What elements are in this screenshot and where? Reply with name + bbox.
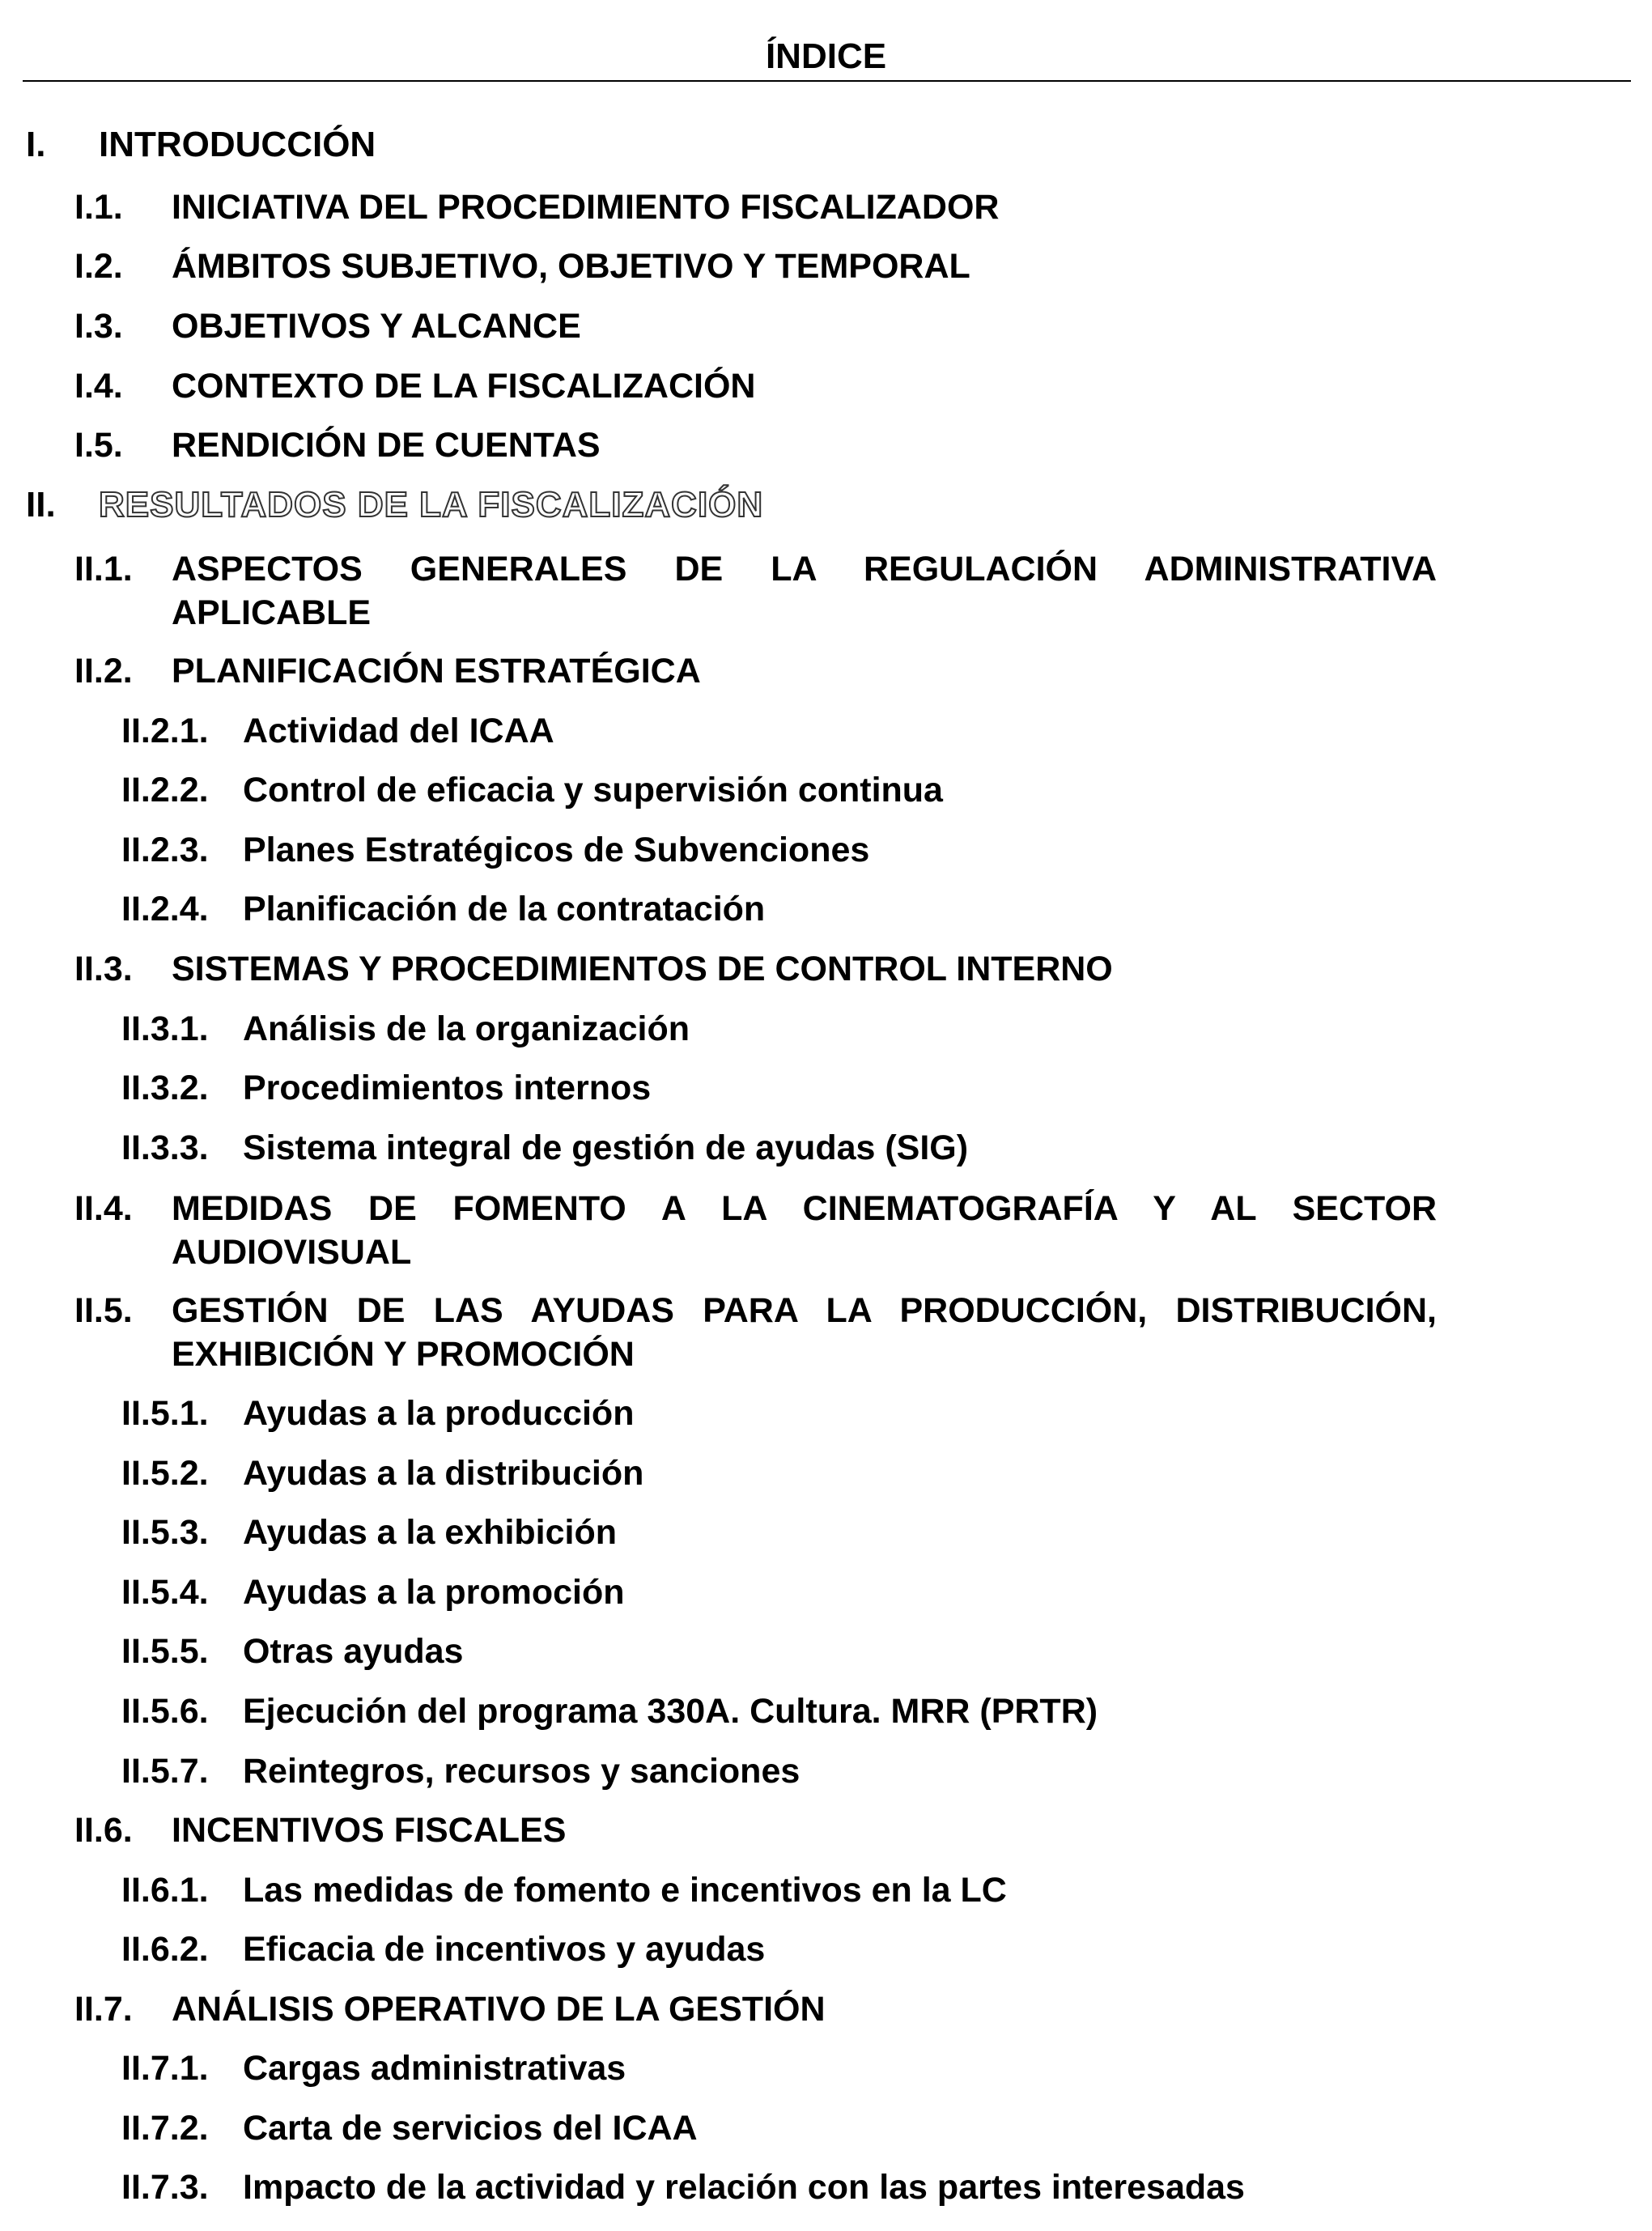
toc-number: II.6.1.	[121, 1871, 209, 1910]
toc-number: II.	[26, 485, 56, 525]
toc-number: II.2.3.	[121, 831, 209, 869]
toc-title: Actividad del ICAA	[243, 712, 554, 750]
toc-number: I.2.	[74, 247, 123, 286]
toc-number: II.1.	[74, 550, 133, 589]
toc-title: Otras ayudas	[243, 1632, 464, 1671]
title-divider	[23, 80, 1631, 82]
toc-number: II.4.	[74, 1189, 133, 1228]
toc-title: SISTEMAS Y PROCEDIMIENTOS DE CONTROL INTERNO	[172, 950, 1113, 988]
toc-title: RENDICIÓN DE CUENTAS	[172, 426, 601, 465]
toc-title: ANÁLISIS OPERATIVO DE LA GESTIÓN	[172, 1990, 826, 2029]
toc-number: II.5.	[74, 1291, 133, 1330]
toc-title: Cargas administrativas	[243, 2049, 626, 2088]
toc-number: II.2.2.	[121, 771, 209, 810]
toc-title: ÁMBITOS SUBJETIVO, OBJETIVO Y TEMPORAL	[172, 247, 970, 286]
toc-title: OBJETIVOS Y ALCANCE	[172, 307, 581, 346]
toc-title: Impacto de la actividad y relación con las partes interesadas	[243, 2168, 1245, 2207]
toc-title: Análisis de la organización	[243, 1009, 690, 1048]
toc-number: I.3.	[74, 307, 123, 346]
toc-title: Las medidas de fomento e incentivos en la LC	[243, 1871, 1007, 1910]
toc-number: II.7.3.	[121, 2168, 209, 2207]
toc-number: II.5.4.	[121, 1573, 209, 1612]
toc-title: Planes Estratégicos de Subvenciones	[243, 831, 870, 869]
toc-number: II.3.3.	[121, 1128, 209, 1167]
toc-title: Ejecución del programa 330A. Cultura. MRR (PRTR)	[243, 1692, 1098, 1731]
toc-number: II.2.1.	[121, 712, 209, 750]
toc-number: II.5.2.	[121, 1454, 209, 1493]
toc-number: I.4.	[74, 367, 123, 406]
toc-title: Control de eficacia y supervisión continua	[243, 771, 943, 810]
toc-number: II.6.2.	[121, 1930, 209, 1969]
toc-number: I.5.	[74, 426, 123, 465]
toc-title: INTRODUCCIÓN	[99, 125, 376, 164]
toc-number: II.5.5.	[121, 1632, 209, 1671]
toc-title: Ayudas a la distribución	[243, 1454, 644, 1493]
toc-number: II.7.1.	[121, 2049, 209, 2088]
toc-title: CONTEXTO DE LA FISCALIZACIÓN	[172, 367, 756, 406]
toc-number: II.3.	[74, 950, 133, 988]
toc-number: I.1.	[74, 188, 123, 227]
toc-number: II.5.6.	[121, 1692, 209, 1731]
toc-title: Carta de servicios del ICAA	[243, 2109, 698, 2148]
toc-title: Eficacia de incentivos y ayudas	[243, 1930, 766, 1969]
toc-title: ASPECTOS GENERALES DE LA REGULACIÓN ADMINISTRATIVA APLICABLE	[172, 550, 1437, 632]
toc-title: Planificación de la contratación	[243, 890, 766, 929]
page-title: ÍNDICE	[765, 36, 887, 76]
toc-title: Sistema integral de gestión de ayudas (SIG)	[243, 1128, 969, 1167]
toc-title: Reintegros, recursos y sanciones	[243, 1752, 801, 1791]
toc-title: INICIATIVA DEL PROCEDIMIENTO FISCALIZADOR	[172, 188, 1000, 227]
toc-number: II.2.4.	[121, 890, 209, 929]
toc-title: MEDIDAS DE FOMENTO A LA CINEMATOGRAFÍA Y AL SECTOR AUDIOVISUAL	[172, 1189, 1437, 1272]
toc-title: Ayudas a la producción	[243, 1394, 635, 1433]
toc-number: I.	[26, 125, 46, 164]
toc-number: II.2.	[74, 652, 133, 691]
toc-number: II.5.1.	[121, 1394, 209, 1433]
toc-number: II.5.7.	[121, 1752, 209, 1791]
toc-title: RESULTADOS DE LA FISCALIZACIÓN	[99, 485, 764, 525]
toc-title: Procedimientos internos	[243, 1069, 652, 1107]
toc-title: PLANIFICACIÓN ESTRATÉGICA	[172, 652, 701, 691]
toc-title: GESTIÓN DE LAS AYUDAS PARA LA PRODUCCIÓN, DISTRIBUCIÓN, EXHIBICIÓN Y PROMOCIÓN	[172, 1291, 1437, 1374]
toc-title: Ayudas a la promoción	[243, 1573, 625, 1612]
toc-title: Ayudas a la exhibición	[243, 1513, 617, 1552]
toc-number: II.7.	[74, 1990, 133, 2029]
toc-number: II.5.3.	[121, 1513, 209, 1552]
toc-number: II.3.1.	[121, 1009, 209, 1048]
toc-number: II.7.2.	[121, 2109, 209, 2148]
toc-number: II.6.	[74, 1811, 133, 1850]
toc-title: INCENTIVOS FISCALES	[172, 1811, 567, 1850]
toc-number: II.3.2.	[121, 1069, 209, 1107]
